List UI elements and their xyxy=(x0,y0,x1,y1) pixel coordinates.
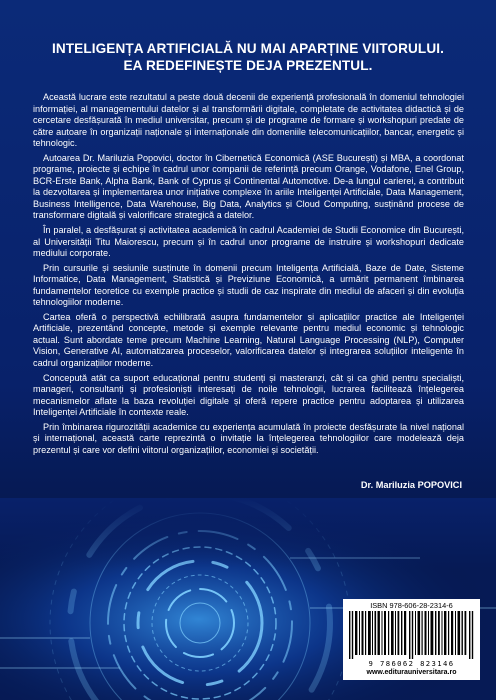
headline-line-1: INTELIGENȚA ARTIFICIALĂ NU MAI APARȚINE VIITORULUI. xyxy=(51,41,444,56)
headline-line-2: EA REDEFINEȘTE DEJA PREZENTUL. xyxy=(123,58,373,73)
barcode-digits: 9 786062 823146 xyxy=(368,659,455,668)
paragraph: Această lucrare este rezultatul a peste două decenii de experiență profesională în domeniul tehnologiei informației, al managementului datelor și al transformării digitale, completate de activitatea didactică și de cercetare desfășurată în mediul universitar, precum și de programe de formare și workshopuri predate de către autoare în organizații naționale și internaționale din domeniile telecomunicațiilor, bancar, energetic și tehnologic. xyxy=(33,92,464,149)
paragraph: Prin cursurile și sesiunile susținute în domenii precum Inteligența Artificială, Baze de Date, Sisteme Informatice, Data Management, Statistică și Previziune Economică, a urmărit permanent îmbinarea fundamentelor teoretice cu exemple practice și studii de caz inspirate din mediul de afaceri și din evoluția tehnologiilor moderne. xyxy=(33,262,464,308)
barcode-icon xyxy=(349,611,474,659)
paragraph: Prin îmbinarea rigurozității academice cu experiența acumulată în proiecte desfășurate la nivel național și internațional, această carte reprezintă o invitație la înțelegerea tehnologiilor care modelează deja prezentul și care vor defini viitorul organizațiilor, economiei și societății. xyxy=(33,421,464,455)
isbn-text: ISBN 978-606-28-2314-6 xyxy=(370,601,453,610)
blurb-text xyxy=(33,92,464,459)
paragraph: În paralel, a desfășurat și activitatea academică în cadrul Academiei de Studii Economice din București, al Universității Titu Maiorescu, precum și în cadrul unor programe de instruire și workshopuri dedicate mediului corporate. xyxy=(33,225,464,259)
paragraph: Autoarea Dr. Mariluzia Popovici, doctor în Cibernetică Economică (ASE București) și MBA, a coordonat programe, proiecte și echipe în cadrul unor companii de referință precum Orange, Vodafone, Enel Group, BCR-Erste Bank, Alpha Bank, Bank of Cyprus și Continental Automotive. De-a lungul carierei, a contribuit la dezvoltarea și implementarea unor inițiative complexe în ariile Inteligenței Artificiale, Data Management, Business Intelligence, Data Warehouse, Big Data, Analytics și Cloud Computing, susținând procese de transformare digitală și valorificare strategică a datelor. xyxy=(33,152,464,221)
paragraph: Concepută atât ca suport educațional pentru studenți și masteranzi, cât și ca ghid pentru specialiști, manageri, consultanți și profesioniști interesați de noile tehnologii, lucrarea facilitează înțelegerea mecanismelor aflate la baza revoluției digitale și oferă repere practice pentru adoptarea și utilizarea Inteligenței Artificiale în contexte reale. xyxy=(33,372,464,418)
publisher-website: www.editurauniversitara.ro xyxy=(366,669,457,676)
author-signature: Dr. Mariluzia POPOVICI xyxy=(360,480,462,490)
headline xyxy=(0,40,496,74)
barcode-panel xyxy=(343,599,480,680)
paragraph: Cartea oferă o perspectivă echilibrată asupra fundamentelor și aplicațiilor practice ale Inteligenței Artificiale, prezentând concepte, metode și exemple relevante pentru mediul economic și tehnologic actual. Sunt abordate teme precum Machine Learning, Natural Language Processing (NLP), Computer Vision, Generative AI, automatizarea proceselor, valorificarea datelor și integrarea soluțiilor inteligente în cadrul organizațiilor moderne. xyxy=(33,311,464,369)
